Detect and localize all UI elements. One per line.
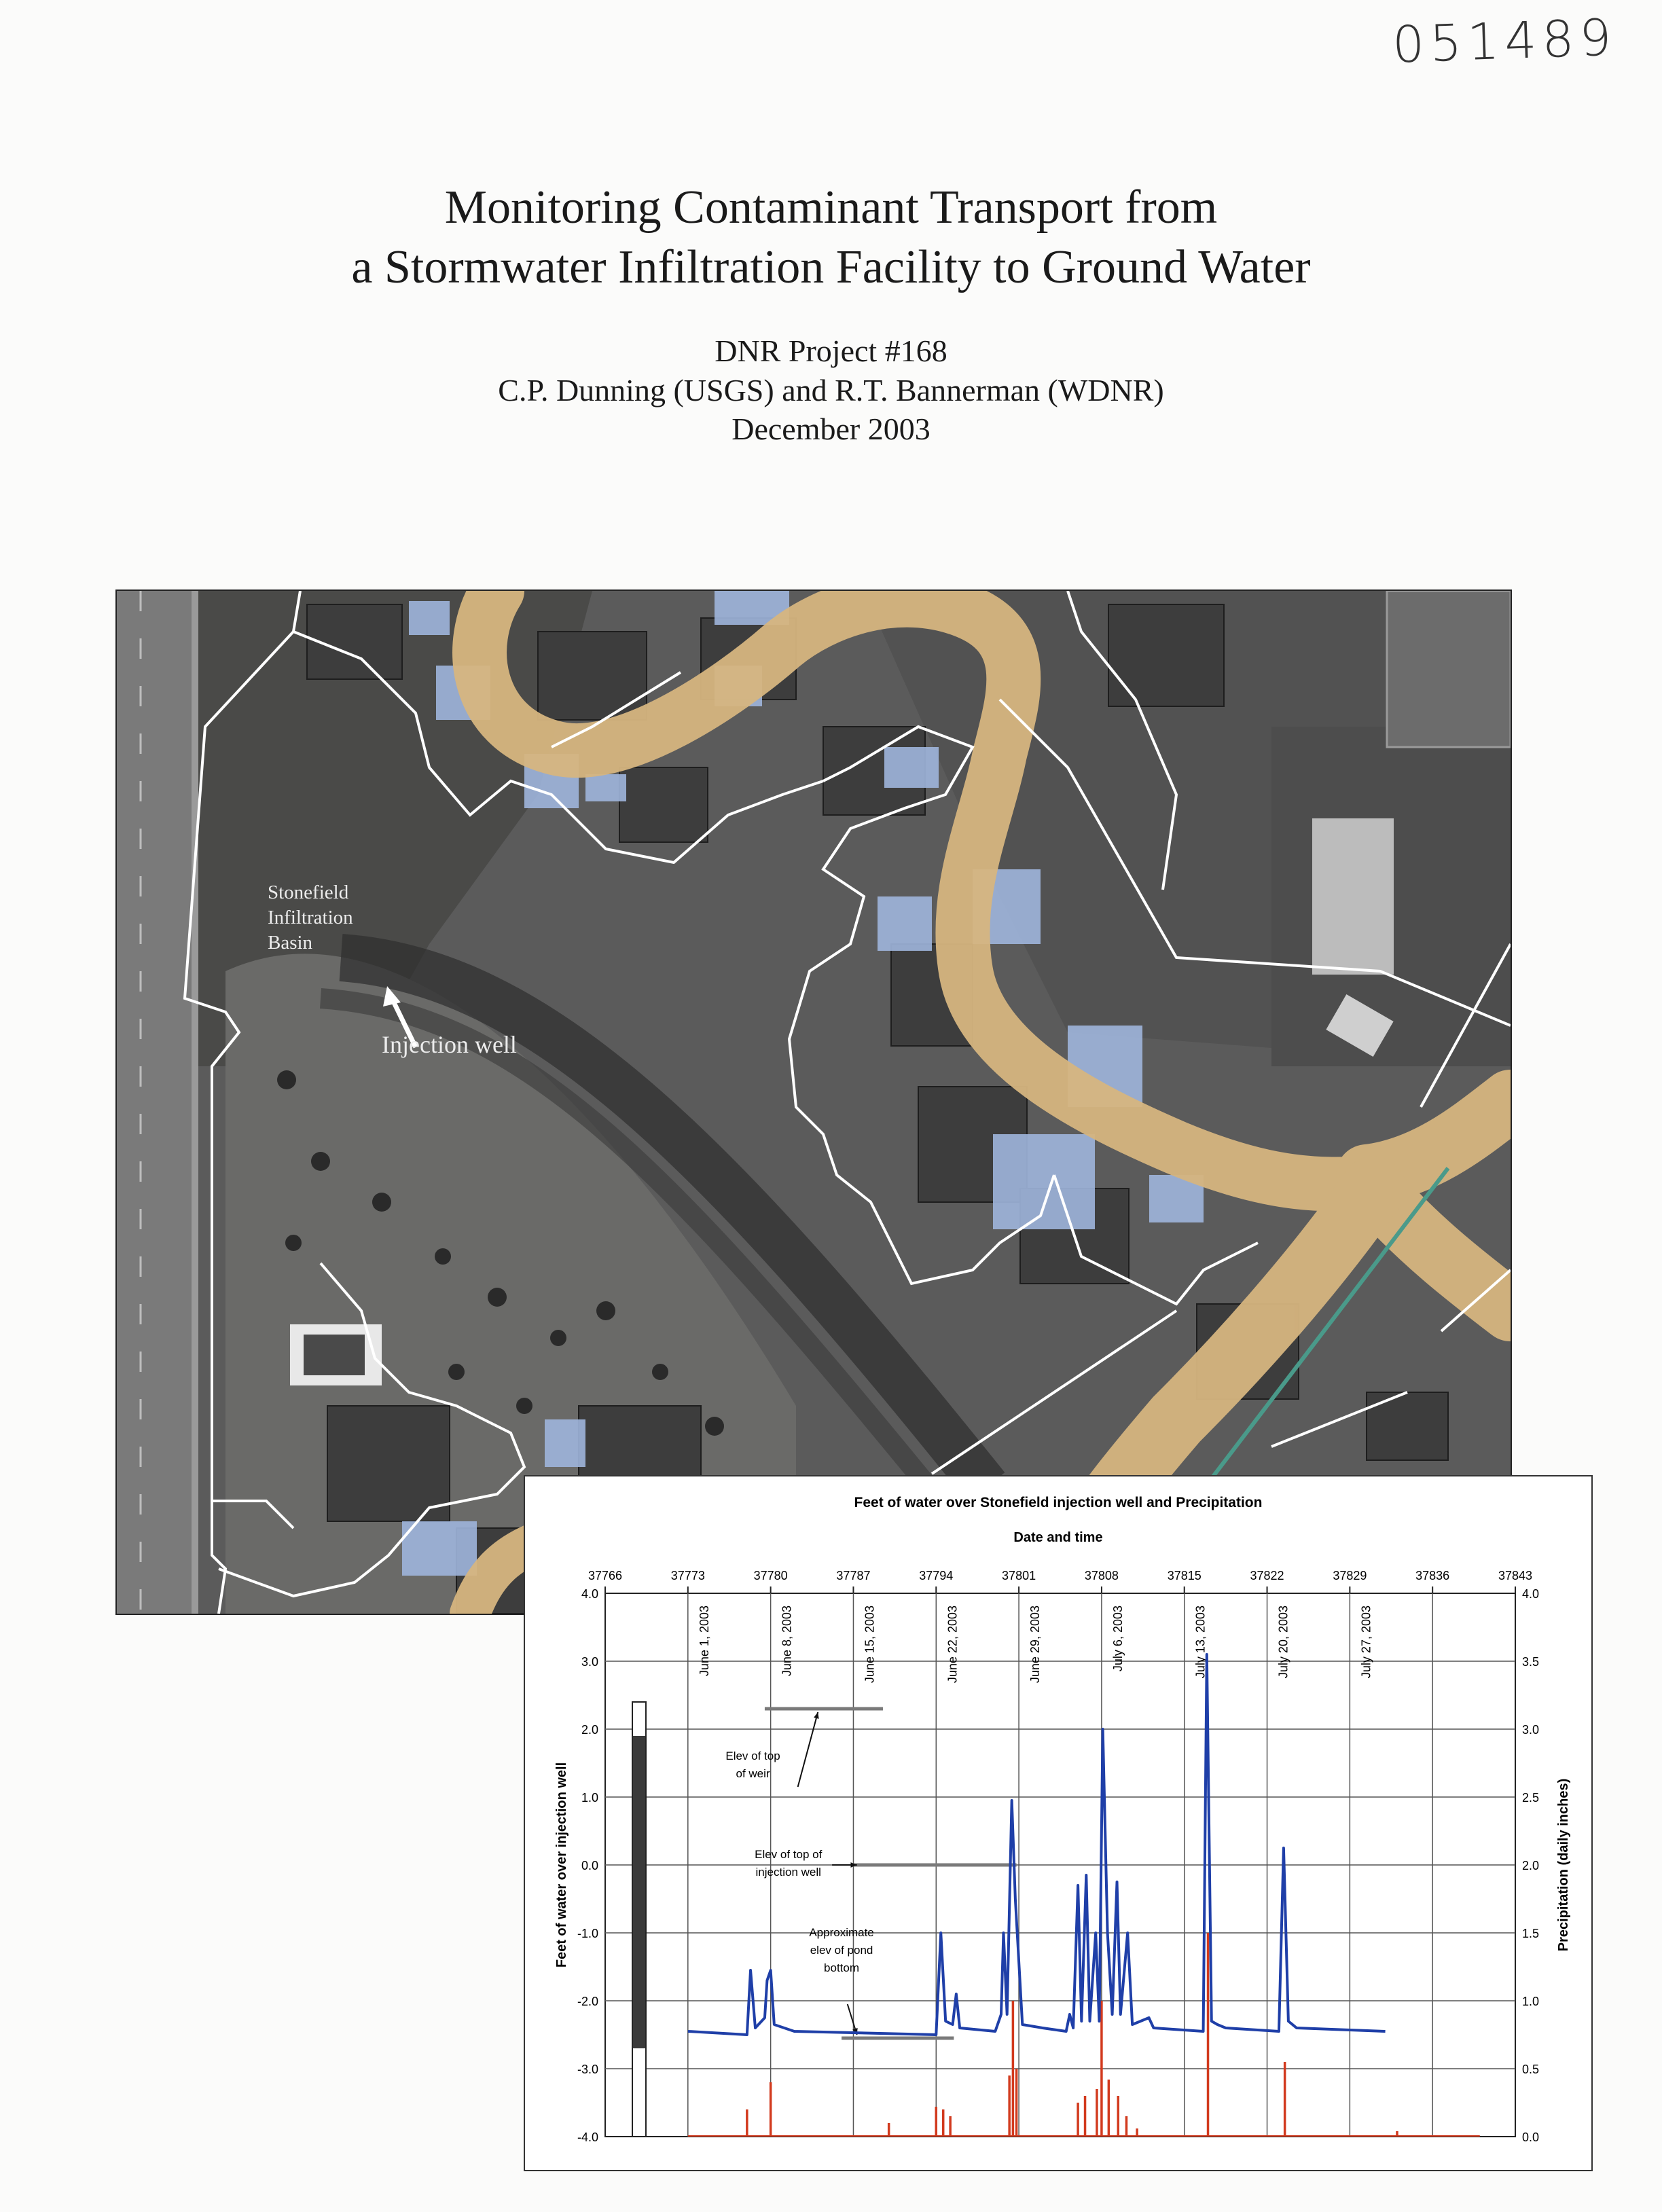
top-tick-label: 37773	[670, 1569, 705, 1582]
date-label: June 1, 2003	[697, 1606, 711, 1677]
right-tick-label: 1.0	[1522, 1995, 1540, 2008]
left-tick-label: -2.0	[577, 1995, 598, 2008]
chart-panel	[524, 1475, 1593, 2171]
right-tick-label: 0.5	[1522, 2063, 1540, 2076]
right-tick-label: 3.5	[1522, 1655, 1540, 1669]
title-line-2: a Stormwater Infiltration Facility to Ground Water	[351, 241, 1311, 293]
aerial-photo-image	[117, 591, 1511, 1614]
date-label: July 13, 2003	[1193, 1606, 1208, 1679]
top-tick-label: 37780	[753, 1569, 788, 1582]
water-level-chart	[525, 1476, 1591, 2170]
date-label: June 15, 2003	[863, 1606, 877, 1684]
top-axis-label: Date and time	[1013, 1530, 1103, 1545]
aerial-photo	[115, 590, 1512, 1615]
injection-well-label: Injection well	[382, 1031, 517, 1058]
date-label: July 20, 2003	[1276, 1606, 1290, 1679]
left-tick-label: -3.0	[577, 2063, 598, 2076]
project-number: DNR Project #168	[715, 333, 947, 368]
right-tick-label: 1.5	[1522, 1927, 1540, 1940]
basin-label-line-2: Infiltration	[268, 907, 353, 928]
right-tick-label: 2.0	[1522, 1859, 1540, 1872]
right-tick-label: 4.0	[1522, 1587, 1540, 1601]
right-tick-label: 2.5	[1522, 1791, 1540, 1805]
date-label: June 22, 2003	[945, 1606, 960, 1684]
water-level-line	[688, 1654, 1386, 2035]
right-tick-label: 3.0	[1522, 1723, 1540, 1737]
basin-label-line-3: Basin	[268, 932, 313, 954]
annotation-text: elev of pond	[810, 1944, 873, 1957]
top-tick-label: 37843	[1498, 1569, 1533, 1582]
title-line-1: Monitoring Contaminant Transport from	[444, 181, 1218, 234]
date-label: July 6, 2003	[1110, 1606, 1125, 1672]
right-tick-label: 0.0	[1522, 2131, 1540, 2144]
left-tick-label: 0.0	[581, 1859, 598, 1872]
right-axis-title: Precipitation (daily inches)	[1556, 1778, 1571, 1952]
left-tick-label: -1.0	[577, 1927, 598, 1940]
top-tick-label: 37836	[1415, 1569, 1450, 1582]
top-tick-label: 37787	[836, 1569, 871, 1582]
top-tick-label: 37766	[588, 1569, 623, 1582]
annotation-text: injection well	[755, 1866, 821, 1879]
top-tick-label: 37794	[919, 1569, 954, 1582]
annotation-text: of weir	[736, 1767, 770, 1780]
top-tick-label: 37808	[1084, 1569, 1119, 1582]
annotation-text: Approximate	[809, 1926, 874, 1939]
date-label: July 27, 2003	[1359, 1606, 1373, 1679]
top-tick-label: 37801	[1002, 1569, 1036, 1582]
date-label: June 8, 2003	[780, 1606, 794, 1677]
gauge-bar-fill	[633, 1736, 645, 2048]
top-tick-label: 37829	[1333, 1569, 1367, 1582]
left-axis-title: Feet of water over injection well	[554, 1762, 569, 1968]
annotation-arrow	[798, 1712, 818, 1787]
top-tick-label: 37822	[1250, 1569, 1284, 1582]
chart-title: Feet of water over Stonefield injection well and Precipitation	[854, 1495, 1263, 1510]
left-tick-label: 3.0	[581, 1655, 598, 1669]
top-tick-label: 37815	[1167, 1569, 1202, 1582]
document-number: 051489	[1391, 8, 1618, 75]
left-tick-label: 4.0	[581, 1587, 598, 1601]
basin-label-line-1: Stonefield	[268, 882, 349, 903]
annotation-text: bottom	[824, 1961, 860, 1974]
annotation-text: Elev of top	[725, 1749, 780, 1762]
left-tick-label: -4.0	[577, 2131, 598, 2144]
date-label: June 29, 2003	[1028, 1606, 1043, 1684]
report-date: December 2003	[731, 412, 931, 446]
left-tick-label: 2.0	[581, 1723, 598, 1737]
left-tick-label: 1.0	[581, 1791, 598, 1805]
authors: C.P. Dunning (USGS) and R.T. Bannerman (WDNR)	[498, 373, 1164, 407]
annotation-text: Elev of top of	[755, 1848, 823, 1861]
